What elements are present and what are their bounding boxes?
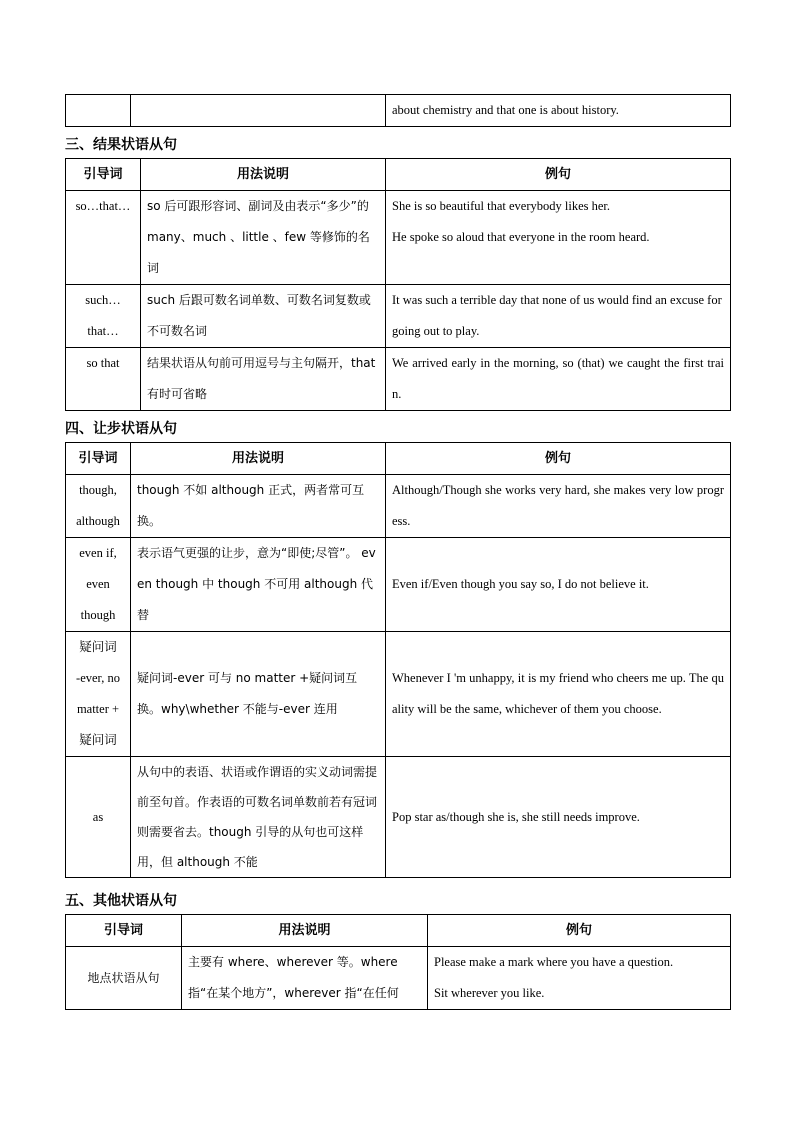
example-cell: Even if/Even though you say so, I do not believe it.	[386, 538, 731, 632]
header-example: 例句	[386, 159, 731, 191]
usage-cell: 表示语气更强的让步，意为“即使;尽管”。 even though 中 though 不可用 although 代替	[131, 538, 386, 632]
usage-cell: 疑问词-ever 可与 no matter +疑问词互换。why\whether 不能与-ever 连用	[131, 632, 386, 757]
header-example: 例句	[428, 915, 731, 947]
table-row	[66, 95, 731, 127]
usage-cell	[131, 95, 386, 127]
example-cell: She is so beautiful that everybody likes her. He spoke so aloud that everyone in the room heard.	[386, 191, 731, 285]
result-clause-table	[65, 158, 731, 411]
trigger-cell: as	[66, 757, 131, 878]
usage-cell: so 后可跟形容词、副词及由表示“多少”的 many、much 、little 、few 等修饰的名词	[141, 191, 386, 285]
usage-cell: 主要有 where、wherever 等。where 指“在某个地方”，wherever 指“在任何	[182, 947, 428, 1010]
table-header-row	[66, 915, 731, 947]
section-title-result: 三、结果状语从句	[65, 137, 177, 153]
table-row	[66, 348, 731, 411]
top-continuation-table	[65, 94, 731, 127]
trigger-cell: so…that…	[66, 191, 141, 285]
example-cell: We arrived early in the morning, so (that) we caught the first train.	[386, 348, 731, 411]
table-row	[66, 632, 731, 757]
table-header-row	[66, 443, 731, 475]
table-row	[66, 947, 731, 1010]
example-cell: Although/Though she works very hard, she makes very low progress.	[386, 475, 731, 538]
usage-cell: 从句中的表语、状语或作谓语的实义动词需提前至句首。作表语的可数名词单数前若有冠词则需要省去。though 引导的从句也可这样用，但 although 不能	[131, 757, 386, 878]
header-example: 例句	[386, 443, 731, 475]
example-cell: Whenever I 'm unhappy, it is my friend who cheers me up. The quality will be the same, whichever of them you choose.	[386, 632, 731, 757]
header-trigger: 引导词	[66, 915, 182, 947]
example-cell: Pop star as/though she is, she still needs improve.	[386, 757, 731, 878]
header-trigger: 引导词	[66, 443, 131, 475]
section-title-concession: 四、让步状语从句	[65, 421, 177, 437]
example-cell: Please make a mark where you have a question. Sit wherever you like.	[428, 947, 731, 1010]
table-row	[66, 285, 731, 348]
table-row	[66, 757, 731, 878]
concession-clause-table	[65, 442, 731, 878]
example-cell: It was such a terrible day that none of us would find an excuse for going out to play.	[386, 285, 731, 348]
trigger-cell: though, although	[66, 475, 131, 538]
trigger-cell: 疑问词 -ever, no matter + 疑问词	[66, 632, 131, 757]
usage-cell: 结果状语从句前可用逗号与主句隔开，that 有时可省略	[141, 348, 386, 411]
usage-cell: such 后跟可数名词单数、可数名词复数或不可数名词	[141, 285, 386, 348]
trigger-cell: 地点状语从句	[66, 947, 182, 1010]
header-usage: 用法说明	[131, 443, 386, 475]
table-header-row	[66, 159, 731, 191]
usage-cell: though 不如 although 正式，两者常可互换。	[131, 475, 386, 538]
header-trigger: 引导词	[66, 159, 141, 191]
trigger-cell	[66, 95, 131, 127]
example-cell: about chemistry and that one is about history.	[386, 95, 731, 127]
trigger-cell: such… that…	[66, 285, 141, 348]
table-row	[66, 475, 731, 538]
table-row	[66, 191, 731, 285]
other-clause-table	[65, 914, 731, 1010]
section-title-other: 五、其他状语从句	[65, 893, 177, 909]
table-row	[66, 538, 731, 632]
trigger-cell: so that	[66, 348, 141, 411]
header-usage: 用法说明	[182, 915, 428, 947]
header-usage: 用法说明	[141, 159, 386, 191]
trigger-cell: even if, even though	[66, 538, 131, 632]
